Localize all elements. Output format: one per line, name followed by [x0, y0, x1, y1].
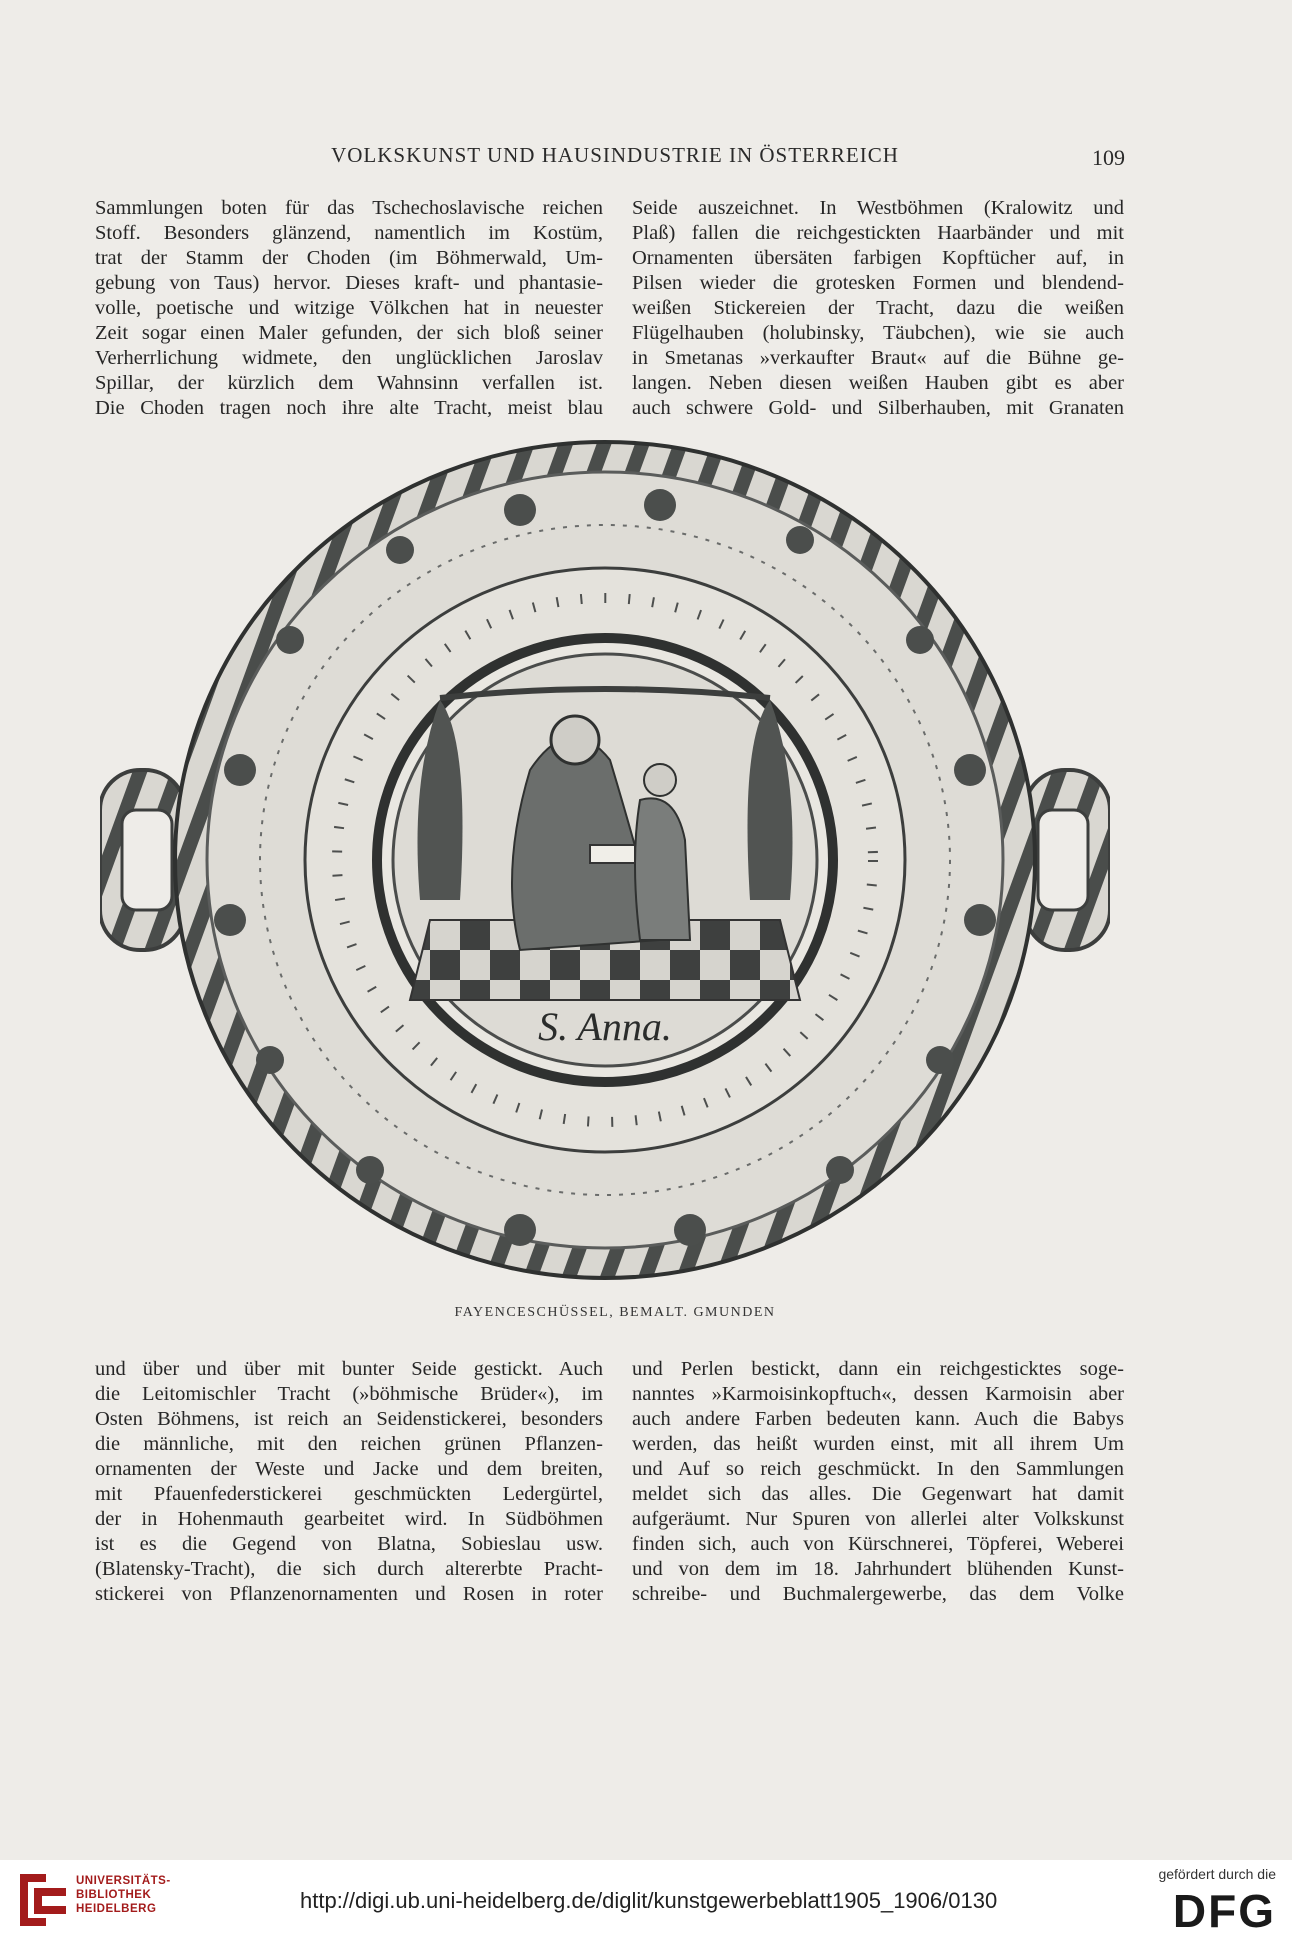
text-column-bottom-right	[632, 1357, 1124, 1607]
text-line: und über und über mit bunter Seide gestickt. Auch	[95, 1358, 603, 1380]
library-name-line: HEIDELBERG	[76, 1903, 157, 1915]
text-line: aufgeräumt. Nur Spuren von allerlei alter Volkskunst	[632, 1508, 1124, 1530]
text-line: ist es die Gegend von Blatna, Sobieslau usw.	[95, 1533, 603, 1555]
text-line: und Auf so reich geschmückt. In den Sammlungen	[632, 1458, 1124, 1480]
text-line: Die Choden tragen noch ihre alte Tracht, meist blau	[95, 397, 603, 419]
text-line: mit Pfauenfederstickerei geschmückten Ledergürtel,	[95, 1483, 603, 1505]
text-line: volle, poetische und witzige Völkchen hat in neuester	[95, 297, 603, 319]
library-name-line: UNIVERSITÄTS-	[76, 1875, 171, 1887]
text-line: Sammlungen boten für das Tschechoslavische reichen	[95, 197, 603, 219]
page-header	[95, 143, 1135, 173]
text-line: in Smetanas »verkaufter Braut« auf die Bühne ge-	[632, 347, 1124, 369]
text-line: und von dem im 18. Jahrhundert blühenden Kunst-	[632, 1558, 1124, 1580]
text-line: finden sich, auch von Kürschnerei, Töpferei, Weberei	[632, 1533, 1124, 1555]
text-line: nanntes »Karmoisinkopftuch«, dessen Karmoisin aber	[632, 1383, 1124, 1405]
text-column-top-right	[632, 196, 1124, 421]
text-column-top-left	[95, 196, 603, 421]
plate-inscription: S. Anna.	[538, 1004, 672, 1049]
text-line: und Perlen bestickt, dann ein reichgesticktes soge-	[632, 1358, 1124, 1380]
source-url-link[interactable]: http://digi.ub.uni-heidelberg.de/diglit/kunstgewerbeblatt1905_1906/0130	[300, 1888, 998, 1913]
text-line: langen. Neben diesen weißen Hauben gibt es aber	[632, 372, 1124, 394]
text-line: auch andere Farben bedeuten kann. Auch die Babys	[632, 1408, 1124, 1430]
text-line: weißen Stickereien der Tracht, dazu die weißen	[632, 297, 1124, 319]
text-line: werden, das heißt wurden einst, mit all ihrem Um	[632, 1433, 1124, 1455]
faience-bowl-photo	[100, 440, 1110, 1280]
library-name-line: BIBLIOTHEK	[76, 1889, 152, 1901]
text-line: Verherrlichung widmete, den unglücklichen Jaroslav	[95, 347, 603, 369]
text-line: auch schwere Gold- und Silberhauben, mit Granaten	[632, 397, 1124, 419]
text-line: der in Hohenmauth gearbeitet wird. In Südböhmen	[95, 1508, 603, 1530]
text-line: Spillar, der kürzlich dem Wahnsinn verfallen ist.	[95, 372, 603, 394]
text-line: Ornamenten übersäten farbigen Kopftücher auf, in	[632, 247, 1124, 269]
library-name	[76, 1874, 171, 1916]
text-line: meldet sich das alles. Die Gegenwart hat damit	[632, 1483, 1124, 1505]
text-line: die Leitomischler Tracht (»böhmische Brüder«), im	[95, 1383, 603, 1405]
text-line: stickerei von Pflanzenornamenten und Rosen in roter	[95, 1583, 603, 1605]
text-line: trat der Stamm der Choden (im Böhmerwald, Um-	[95, 247, 603, 269]
text-line: Zeit sogar einen Maler gefunden, der sich bloß seiner	[95, 322, 603, 344]
text-line: (Blatensky-Tracht), die sich durch altererbte Pracht-	[95, 1558, 603, 1580]
funding-label: gefördert durch die	[1158, 1866, 1276, 1882]
text-column-bottom-left	[95, 1357, 603, 1607]
page-number: 109	[1092, 145, 1125, 170]
university-library-logo-icon	[16, 1870, 70, 1930]
figure-caption: FAYENCESCHÜSSEL, BEMALT. GMUNDEN	[454, 1305, 776, 1320]
dfg-logo: DFG	[1172, 1885, 1276, 1937]
running-title: VOLKSKUNST UND HAUSINDUSTRIE IN ÖSTERREICH	[331, 143, 899, 167]
text-line: Pilsen wieder die grotesken Formen und blendend-	[632, 272, 1124, 294]
text-line: Flügelhauben (holubinsky, Täubchen), wie sie auch	[632, 322, 1124, 344]
text-line: schreibe- und Buchmalergewerbe, das dem Volke	[632, 1583, 1124, 1605]
text-line: Stoff. Besonders glänzend, namentlich im Kostüm,	[95, 222, 603, 244]
digitization-footer	[0, 1860, 1292, 1946]
text-line: Plaß) fallen die reichgestickten Haarbänder und mit	[632, 222, 1124, 244]
text-line: Seide auszeichnet. In Westböhmen (Kralowitz und	[632, 197, 1124, 219]
text-line: Osten Böhmens, ist reich an Seidenstickerei, besonders	[95, 1408, 603, 1430]
text-line: die männliche, mit den reichen grünen Pflanzen-	[95, 1433, 603, 1455]
faience-bowl-illustration	[100, 440, 1110, 1280]
text-line: gebung von Taus) hervor. Dieses kraft- und phantasie-	[95, 272, 603, 294]
text-line: ornamenten der Weste und Jacke und dem breiten,	[95, 1458, 603, 1480]
